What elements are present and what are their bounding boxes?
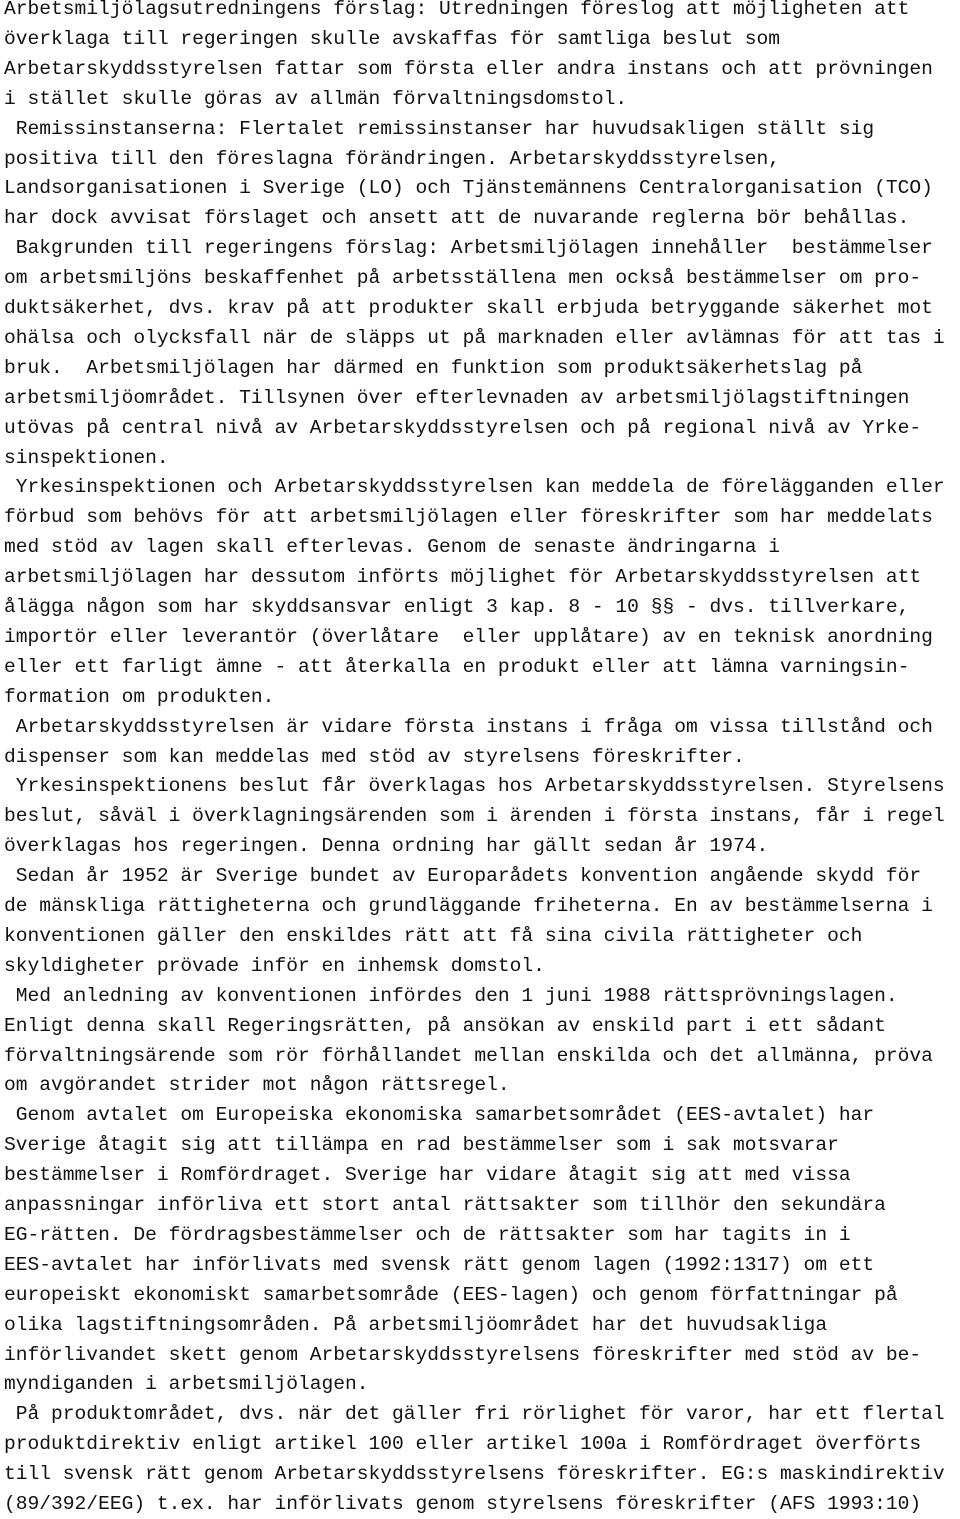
text-line: På produktområdet, dvs. när det gäller fri rörlighet för varor, har ett flertal: [4, 1403, 945, 1426]
text-line: Enligt denna skall Regeringsrätten, på ansökan av enskild part i ett sådant: [4, 1014, 886, 1037]
text-line: Arbetarskyddsstyrelsen är vidare första instans i fråga om vissa tillstånd och: [4, 715, 933, 738]
text-line: anpassningar införliva ett stort antal rättsakter som tillhör den sekundära: [4, 1194, 886, 1216]
text-line: Remissinstanserna: Flertalet remissinstanser har huvudsakligen ställt sig: [4, 117, 875, 140]
text-line: om arbetsmiljöns beskaffenhet på arbetsställena men också bestämmelser om pro-: [4, 267, 922, 290]
text-line: bruk. Arbetsmiljölagen har därmed en funktion som produktsäkerhetslag på: [4, 356, 863, 379]
text-line: ohälsa och olycksfall när de släpps ut på marknaden eller avlämnas för att tas i: [4, 326, 945, 349]
text-line: sinspektionen.: [4, 446, 169, 469]
text-line: överklagas hos regeringen. Denna ordning har gällt sedan år 1974.: [4, 835, 769, 858]
text-line: Bakgrunden till regeringens förslag: Arbetsmiljölagen innehåller bestämmelser: [4, 237, 933, 260]
text-line: importör eller leverantör (överlåtare eller upplåtare) av en teknisk anordning: [4, 625, 933, 648]
text-line: Yrkesinspektionen och Arbetarskyddsstyrelsen kan meddela de förelägganden eller: [4, 476, 945, 499]
text-line: (89/392/EEG) t.ex. har införlivats genom styrelsens föreskrifter (AFS 1993:10): [4, 1493, 922, 1515]
text-line: eller ett farligt ämne - att återkalla en produkt eller att lämna varningsin-: [4, 655, 910, 678]
text-line: positiva till den föreslagna förändringen. Arbetarskyddsstyrelsen,: [4, 147, 781, 170]
text-line: konventionen gäller den enskildes rätt att få sina civila rättigheter och: [4, 924, 863, 947]
text-line: utövas på central nivå av Arbetarskyddsstyrelsen och på regional nivå av Yrke-: [4, 416, 922, 439]
text-line: Sedan år 1952 är Sverige bundet av Europarådets konvention angående skydd för: [4, 865, 922, 888]
text-line: Med anledning av konventionen infördes den 1 juni 1988 rättsprövningslagen.: [4, 984, 898, 1007]
text-line: EG-rätten. De fördragsbestämmelser och de rättsakter som har tagits in i: [4, 1223, 851, 1246]
text-line: förvaltningsärende som rör förhållandet mellan enskilda och det allmänna, pröva: [4, 1044, 933, 1067]
text-line: Arbetarskyddsstyrelsen fattar som första eller andra instans och att prövningen: [4, 57, 933, 80]
text-line: beslut, såväl i överklagningsärenden som i ärenden i första instans, får i regel: [4, 805, 945, 828]
text-line: införlivandet skett genom Arbetarskyddsstyrelsens föreskrifter med stöd av be-: [4, 1343, 922, 1366]
text-line: de mänskliga rättigheterna och grundläggande friheterna. En av bestämmelserna i: [4, 895, 933, 917]
text-line: överklaga till regeringen skulle avskaffas för samtliga beslut som: [4, 27, 781, 50]
text-line: duktsäkerhet, dvs. krav på att produkter skall erbjuda betryggande säkerhet mot: [4, 297, 933, 319]
text-line: med stöd av lagen skall efterlevas. Genom de senaste ändringarna i: [4, 536, 781, 559]
text-line: olika lagstiftningsområden. På arbetsmiljöområdet har det huvudsakliga: [4, 1313, 828, 1336]
text-line: bestämmelser i Romfördraget. Sverige har vidare åtagit sig att med vissa: [4, 1164, 851, 1187]
text-line: skyldigheter prövade inför en inhemsk domstol.: [4, 954, 545, 977]
text-line: om avgörandet strider mot någon rättsregel.: [4, 1074, 510, 1097]
text-line: Yrkesinspektionens beslut får överklagas hos Arbetarskyddsstyrelsen. Styrelsens: [4, 775, 945, 798]
text-line: arbetsmiljöområdet. Tillsynen över efterlevnaden av arbetsmiljölagstiftningen: [4, 386, 910, 409]
text-line: EES-avtalet har införlivats med svensk rätt genom lagen (1992:1317) om ett: [4, 1253, 875, 1276]
text-line: arbetsmiljölagen har dessutom införts möjlighet för Arbetarskyddsstyrelsen att: [4, 566, 922, 589]
text-line: i stället skulle göras av allmän förvaltningsdomstol.: [4, 87, 628, 110]
text-line: Sverige åtagit sig att tillämpa en rad bestämmelser som i sak motsvarar: [4, 1134, 839, 1157]
text-line: produktdirektiv enligt artikel 100 eller artikel 100a i Romfördraget överförts: [4, 1433, 922, 1456]
text-line: Arbetsmiljölagsutredningens förslag: Utredningen föreslog att möjligheten att: [4, 0, 910, 20]
text-line: myndiganden i arbetsmiljölagen.: [4, 1373, 369, 1396]
text-line: har dock avvisat förslaget och ansett att de nuvarande reglerna bör behållas.: [4, 207, 910, 230]
text-line: formation om produkten.: [4, 685, 275, 708]
text-line: till svensk rätt genom Arbetarskyddsstyrelsens föreskrifter. EG:s maskindirektiv: [4, 1463, 945, 1486]
text-line: ålägga någon som har skyddsansvar enligt 3 kap. 8 - 10 §§ - dvs. tillverkare,: [4, 596, 910, 618]
text-line: europeiskt ekonomiskt samarbetsområde (EES-lagen) och genom författningar på: [4, 1283, 898, 1306]
text-line: dispenser som kan meddelas med stöd av styrelsens föreskrifter.: [4, 745, 745, 768]
text-line: Genom avtalet om Europeiska ekonomiska samarbetsområdet (EES-avtalet) har: [4, 1104, 875, 1127]
text-line: Landsorganisationen i Sverige (LO) och Tjänstemännens Centralorganisation (TCO): [4, 177, 933, 200]
text-line: förbud som behövs för att arbetsmiljölagen eller föreskrifter som har meddelats: [4, 506, 933, 529]
